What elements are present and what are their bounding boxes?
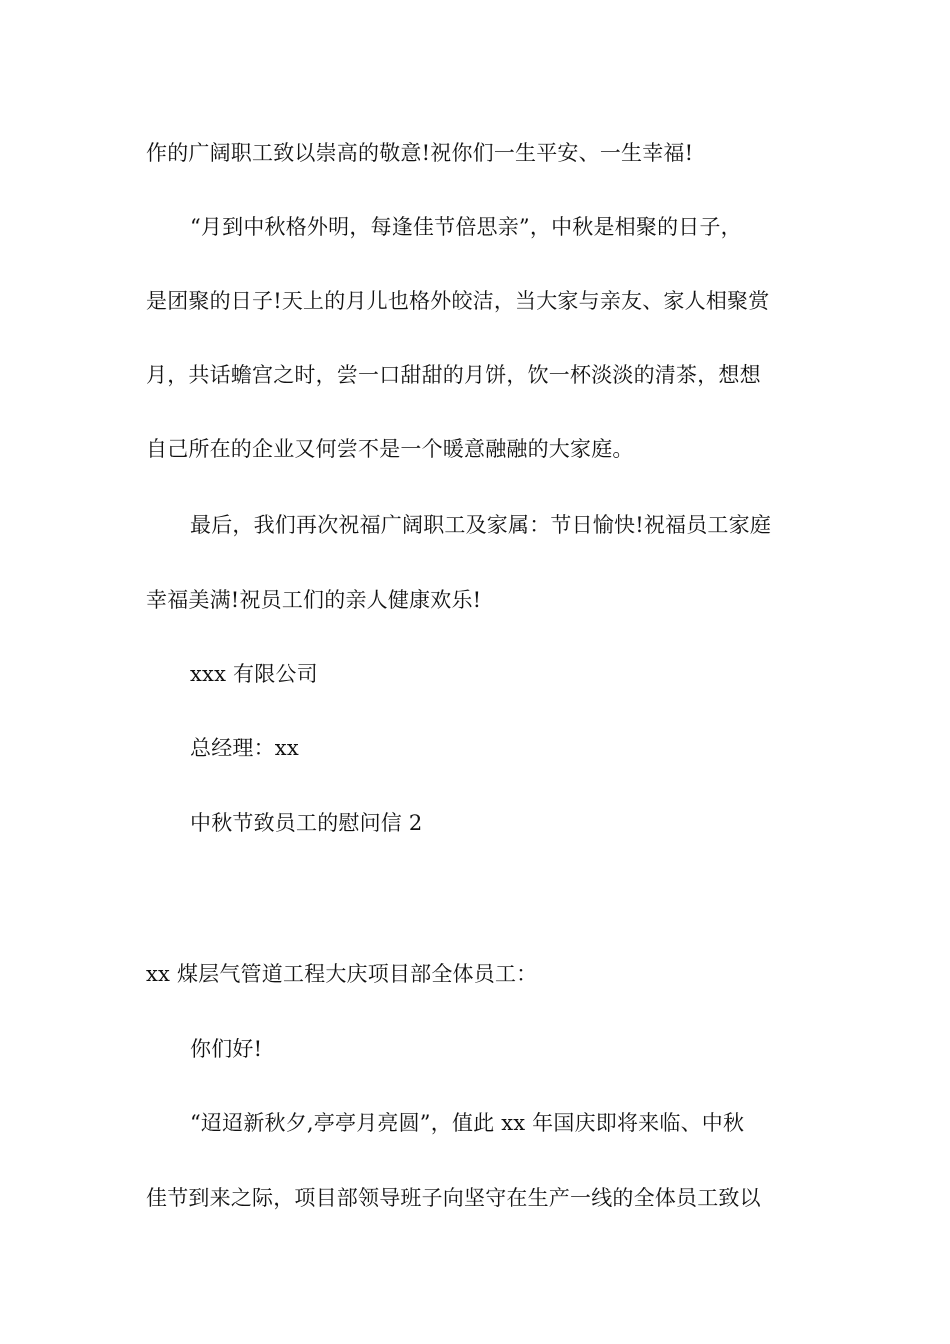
paragraph-line-14: 佳节到来之际，项目部领导班子向坚守在生产一线的全体员工致以 <box>146 1186 761 1210</box>
paragraph-line-13: “迢迢新秋夕,亭亭月亮圆”，值此 xx 年国庆即将来临、中秋 <box>190 1111 745 1135</box>
paragraph-line-1: 作的广阔职工致以崇高的敬意!祝你们一生平安、一生幸福! <box>146 141 694 165</box>
paragraph-line-3: 是团聚的日子!天上的月儿也格外皎洁，当大家与亲友、家人相聚赏 <box>146 289 770 313</box>
greeting-line: 你们好! <box>190 1037 263 1061</box>
paragraph-line-2: “月到中秋格外明，每逢佳节倍思亲”，中秋是相聚的日子， <box>190 215 742 239</box>
letter-salutation: xx 煤层气管道工程大庆项目部全体员工： <box>146 962 538 986</box>
paragraph-line-6: 最后，我们再次祝福广阔职工及家属：节日愉快!祝福员工家庭 <box>190 513 772 537</box>
paragraph-line-5: 自己所在的企业又何尝不是一个暖意融融的大家庭。 <box>146 437 634 461</box>
paragraph-line-7: 幸福美满!祝员工们的亲人健康欢乐! <box>146 588 482 612</box>
paragraph-line-4: 月，共话蟾宫之时，尝一口甜甜的月饼，饮一杯淡淡的清茶，想想 <box>146 363 761 387</box>
company-signature: xxx 有限公司 <box>190 662 318 686</box>
manager-signature: 总经理：xx <box>190 736 299 760</box>
section-title: 中秋节致员工的慰问信 2 <box>190 811 423 835</box>
